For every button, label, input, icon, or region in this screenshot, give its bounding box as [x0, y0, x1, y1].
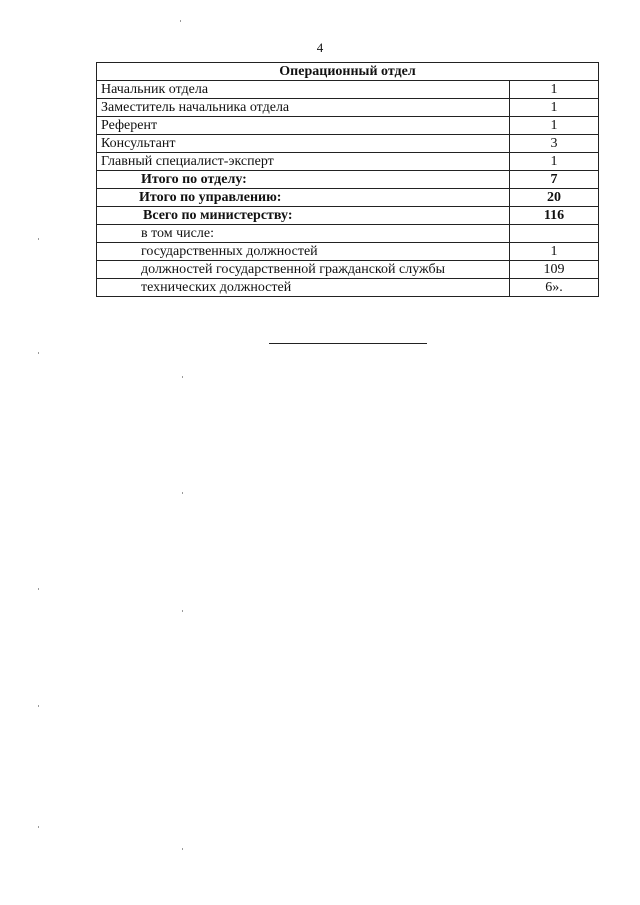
table-row — [97, 99, 599, 117]
breakdown-heading-row — [97, 225, 599, 243]
scan-speck — [38, 588, 39, 590]
section-title: Операционный отдел — [97, 63, 599, 81]
staff-table — [96, 62, 599, 297]
row-label: Главный специалист-эксперт — [97, 153, 510, 171]
table-row — [97, 117, 599, 135]
table-row — [97, 135, 599, 153]
row-label: Заместитель начальника отдела — [97, 99, 510, 117]
breakdown-row — [97, 279, 599, 297]
total-value: 20 — [510, 189, 599, 207]
total-row-ministry — [97, 207, 599, 225]
breakdown-row — [97, 261, 599, 279]
row-value: 1 — [510, 81, 599, 99]
scan-speck — [38, 826, 39, 828]
scan-speck — [38, 352, 39, 354]
scan-speck — [182, 848, 183, 850]
breakdown-label: технических должностей — [97, 279, 510, 297]
row-value: 1 — [510, 153, 599, 171]
row-value: 3 — [510, 135, 599, 153]
row-label: Референт — [97, 117, 510, 135]
scan-speck — [182, 376, 183, 378]
total-label: Всего по министерству: — [97, 207, 510, 225]
scan-speck — [182, 492, 183, 494]
table-header-row — [97, 63, 599, 81]
scan-speck — [180, 20, 181, 22]
total-label: Итого по отделу: — [97, 171, 510, 189]
breakdown-value: 109 — [510, 261, 599, 279]
total-value: 116 — [510, 207, 599, 225]
row-value: 1 — [510, 99, 599, 117]
end-of-document-rule — [269, 343, 427, 344]
table-row — [97, 153, 599, 171]
total-row-department — [97, 171, 599, 189]
scan-speck — [38, 705, 39, 707]
breakdown-label: государственных должностей — [97, 243, 510, 261]
breakdown-row — [97, 243, 599, 261]
total-value: 7 — [510, 171, 599, 189]
breakdown-label: должностей государственной гражданской службы — [97, 261, 510, 279]
total-row-directorate — [97, 189, 599, 207]
breakdown-value: 1 — [510, 243, 599, 261]
breakdown-heading: в том числе: — [97, 225, 510, 243]
table-row — [97, 81, 599, 99]
row-value: 1 — [510, 117, 599, 135]
scan-speck — [182, 610, 183, 612]
breakdown-heading-value — [510, 225, 599, 243]
page-number: 4 — [316, 40, 324, 55]
breakdown-value: 6». — [510, 279, 599, 297]
row-label: Начальник отдела — [97, 81, 510, 99]
scan-speck — [38, 238, 39, 240]
row-label: Консультант — [97, 135, 510, 153]
total-label: Итого по управлению: — [97, 189, 510, 207]
